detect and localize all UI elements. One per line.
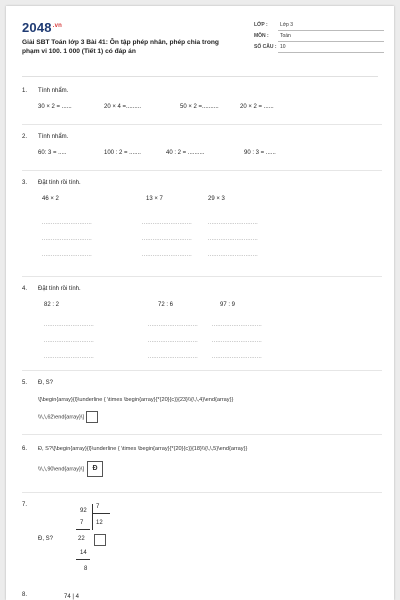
q2-item: 90 : 3 = ...... (244, 150, 276, 156)
latex-source-line: \\\,\,90\end{array}\] Đ (38, 461, 103, 477)
site-logo[interactable]: $2048^{.vn}$ (22, 20, 63, 35)
answer-dots[interactable]: ............................ (212, 322, 263, 328)
q3-item: 29 × 3 (208, 196, 225, 202)
q3-item: 46 × 2 (42, 196, 59, 202)
q1-item: 20 × 4 =......... (104, 104, 142, 110)
answer-dots[interactable]: ............................ (142, 252, 193, 258)
answer-dots[interactable]: ............................ (142, 236, 193, 242)
question-7: 7. 92 7 7 12 22 14 8 Đ, S? (22, 502, 382, 582)
q4-item: 72 : 6 (158, 302, 174, 308)
worksheet-header (22, 16, 382, 68)
worksheet-title: Giải SBT Toán lớp 3 Bài 41: Ôn tập phép nhân, phép chia trong phạm vi 100. 1 000 (Tiết 1) có đáp án (22, 39, 219, 55)
q2-item: 40 : 2 = .......... (166, 150, 205, 156)
answer-checkbox[interactable] (86, 411, 98, 423)
meta-subject: MÔN : Toán (254, 33, 384, 44)
q2-item: 100 : 2 = ....... (104, 150, 141, 156)
question-3: 3. Đặt tính rồi tính. 46 × 2 13 × 7 29 × 3 ............................ ............................ ............................ ............................ ............................ ............................ ............................ ............................ ............................ (22, 180, 382, 276)
latex-source-line: \\\,\,62\end{array}\] (38, 411, 98, 423)
answer-dots[interactable]: ............................ (42, 252, 93, 258)
answer-dots[interactable]: ............................ (208, 252, 259, 258)
answer-dots[interactable]: ............................ (148, 354, 199, 360)
answer-dots[interactable]: ............................ (212, 354, 263, 360)
q1-item: 30 × 2 = ...... (38, 104, 72, 110)
latex-source: \[\begin{array}{l}\underline { \times \begin{array}{*{20}{c}}{23}\\{\,\,4}\end{array}} (38, 397, 234, 403)
answer-dots[interactable]: ............................ (208, 236, 259, 242)
q7-label: Đ, S? (38, 536, 54, 542)
question-1: 1. Tính nhẩm. 30 × 2 = ...... 20 × 4 =......... 50 × 2 =.......... 20 × 2 = ...... (22, 88, 382, 124)
question-6: 6. Đ, S?\[\begin{array}{l}\underline { \times \begin{array}{*{20}{c}}{18}\\{\,\,5}\end{array}} \\\,\,90\end{array}\] Đ (22, 446, 382, 492)
meta-class: LỚP : Lớp 3 (254, 22, 384, 33)
worksheet-page (6, 6, 394, 600)
answer-dots[interactable]: ............................ (42, 236, 93, 242)
long-division: 92 7 7 12 22 14 8 (38, 502, 118, 580)
question-5: 5. Đ, S? \[\begin{array}{l}\underline { \times \begin{array}{*{20}{c}}{23}\\{\,\,4}\end{array}} \\\,\,62\end{array}\] (22, 380, 382, 434)
answer-dots[interactable]: ............................ (208, 220, 259, 226)
latex-source: Đ, S?\[\begin{array}{l}\underline { \times \begin{array}{*{20}{c}}{18}\\{\,\,5}\end{array}} (38, 446, 248, 452)
question-4: 4. Đặt tính rồi tính. 82 : 2 72 : 6 97 : 9 ............................ ............................ ............................ ............................ ............................ ............................ ............................ ............................ ............................ (22, 286, 382, 370)
answer-dots[interactable]: ............................ (212, 338, 263, 344)
answer-dots[interactable]: ............................ (44, 354, 95, 360)
worksheet-meta (254, 22, 384, 55)
answer-dots[interactable]: ............................ (148, 322, 199, 328)
answer-dots[interactable]: ............................ (148, 338, 199, 344)
meta-question-count: SỐ CÂU : 10 (254, 44, 384, 55)
q4-item: 97 : 9 (220, 302, 236, 308)
header-divider (22, 76, 378, 77)
answer-checkbox[interactable] (94, 534, 106, 546)
answer-box[interactable]: Đ (87, 461, 103, 477)
question-8: 8. 74 | 4 (22, 592, 79, 600)
answer-dots[interactable]: ............................ (44, 338, 95, 344)
q1-item: 20 × 2 = ...... (240, 104, 274, 110)
q4-item: 82 : 2 (44, 302, 60, 308)
answer-dots[interactable]: ............................ (142, 220, 193, 226)
question-2: 2. Tính nhẩm. 60: 3 = ..... 100 : 2 = ....... 40 : 2 = .......... 90 : 3 = ...... (22, 134, 382, 170)
q3-item: 13 × 7 (146, 196, 163, 202)
answer-dots[interactable]: ............................ (42, 220, 93, 226)
answer-dots[interactable]: ............................ (44, 322, 95, 328)
q1-item: 50 × 2 =.......... (180, 104, 219, 110)
q2-item: 60: 3 = ..... (38, 150, 67, 156)
